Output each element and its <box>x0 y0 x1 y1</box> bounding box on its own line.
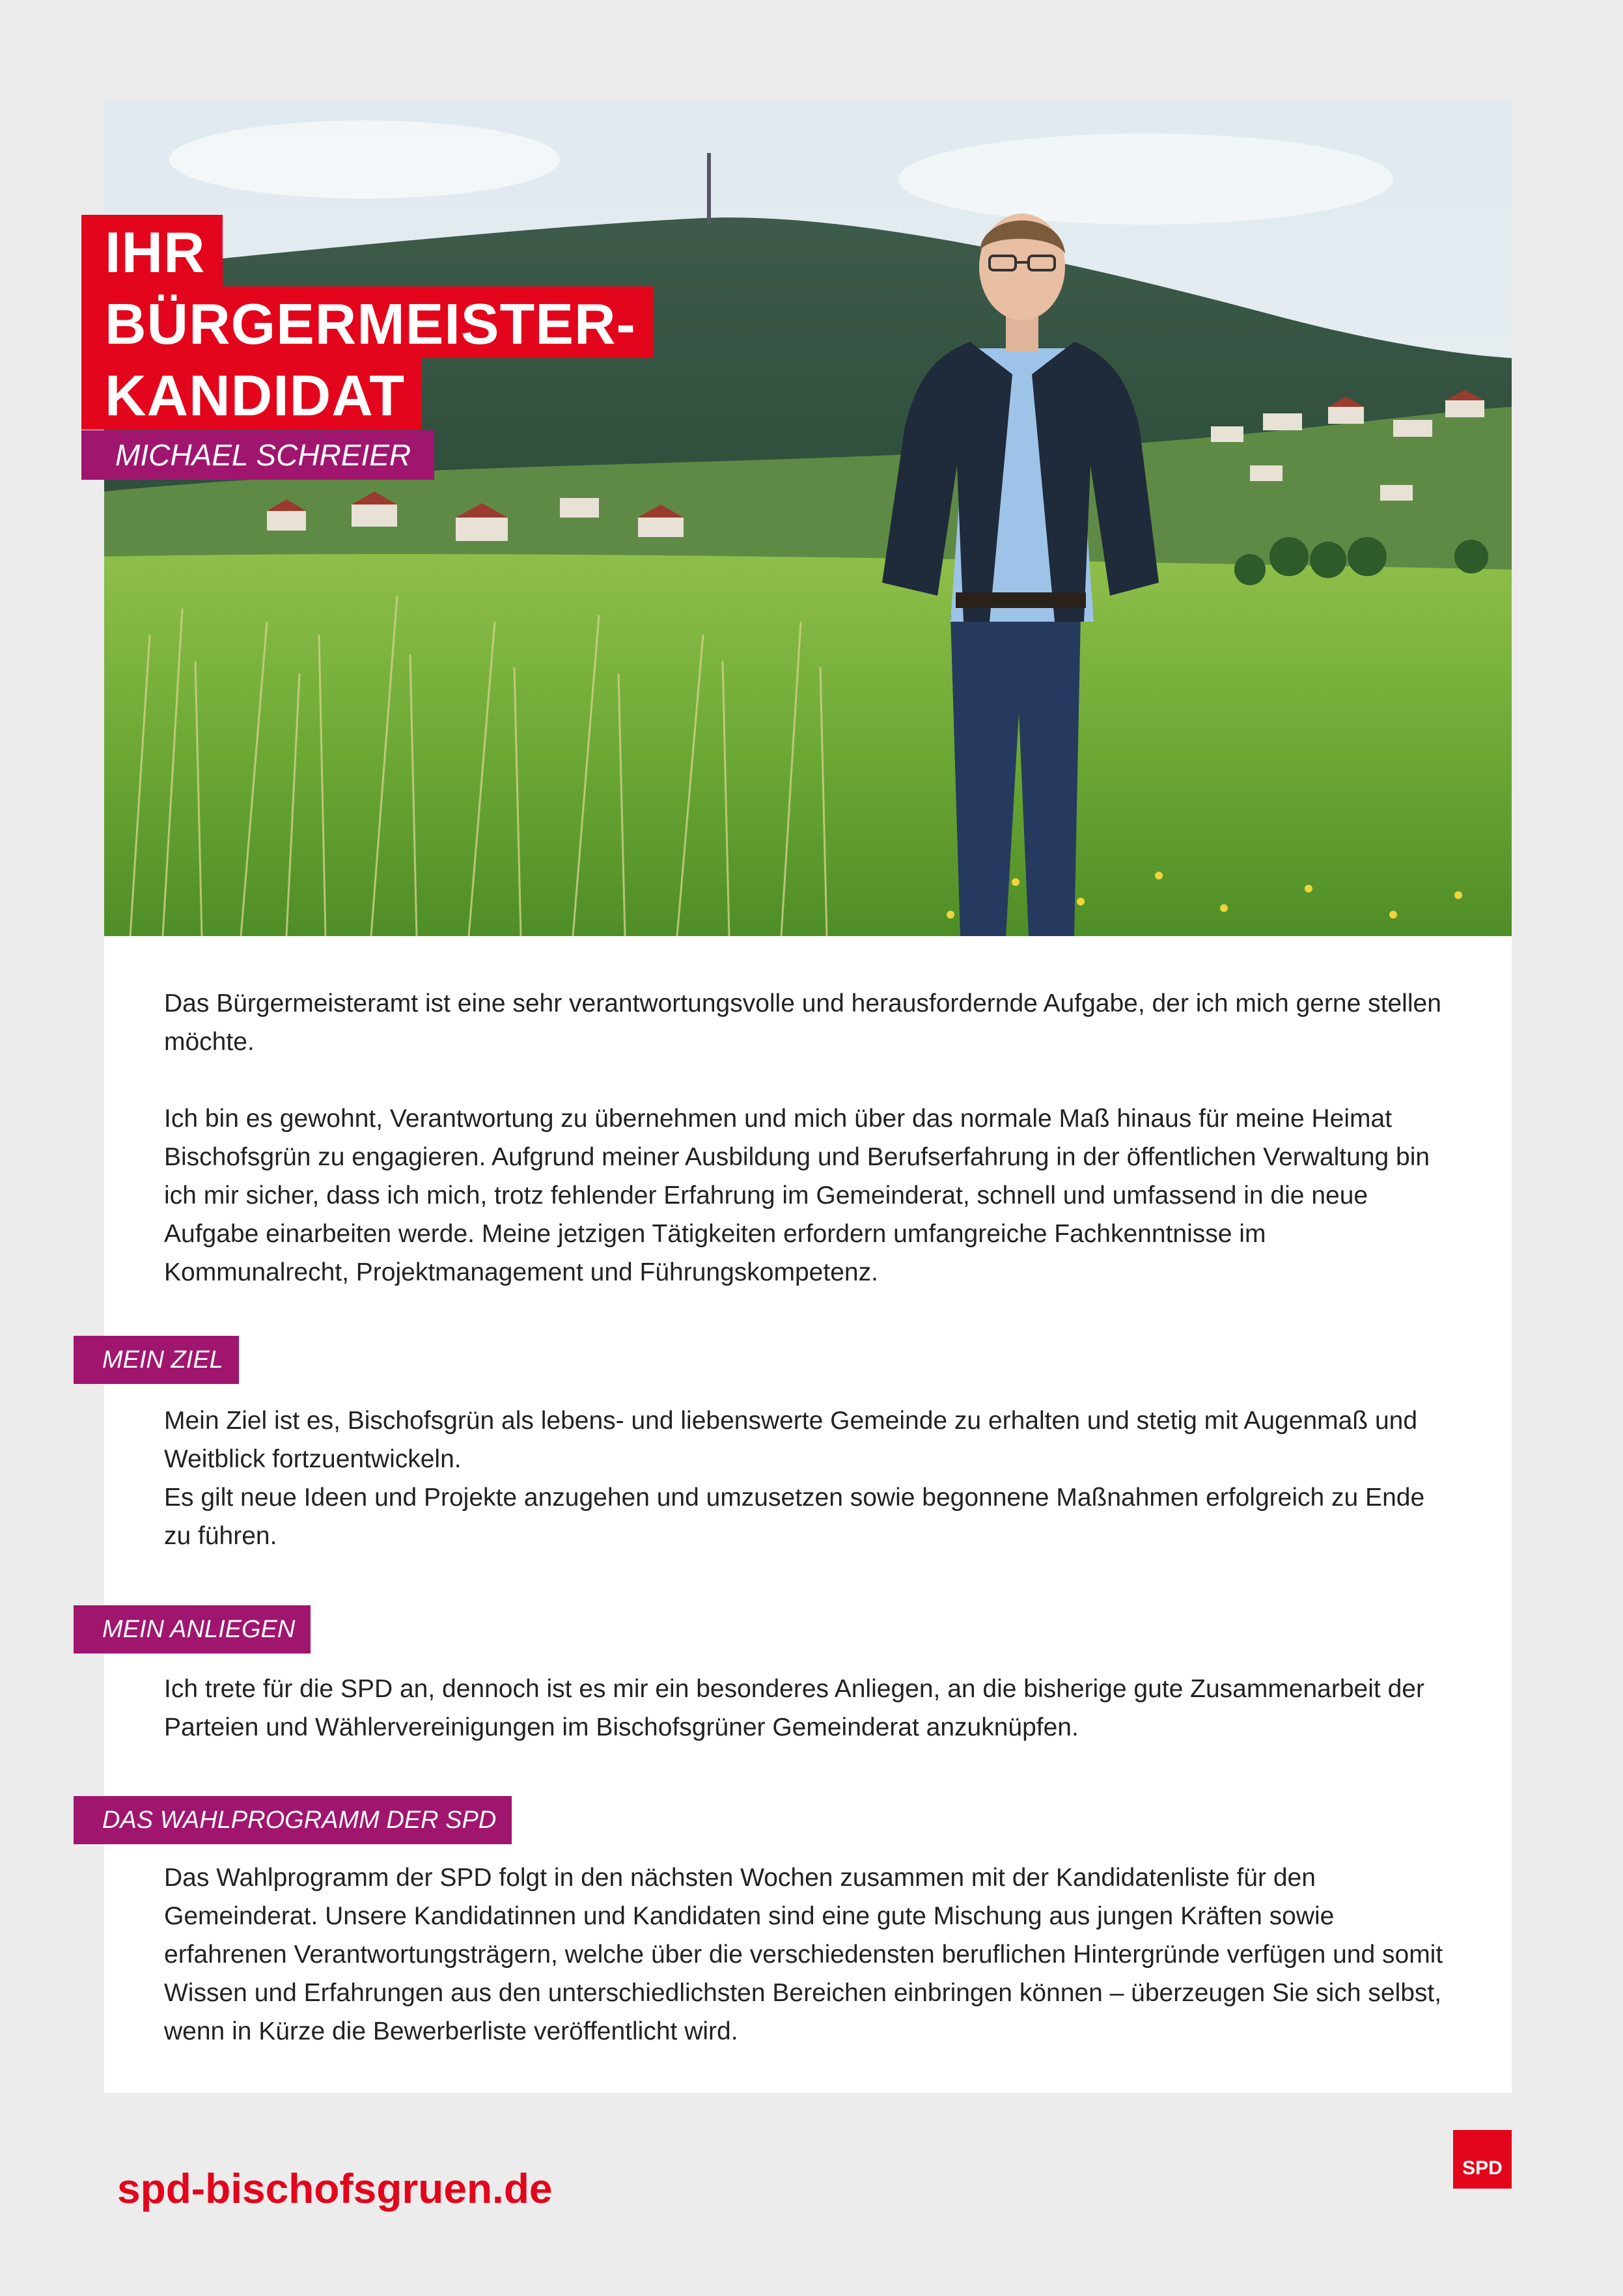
spd-logo-text: SPD <box>1462 2157 1503 2179</box>
candidate-photo <box>104 101 1512 936</box>
section-text-wahlprogramm <box>164 1859 1453 2051</box>
spd-logo <box>1453 2130 1512 2189</box>
headline-line-2: BÜRGERMEISTER- <box>81 286 653 358</box>
intro-paragraph-2: Ich bin es gewohnt, Verantwortung zu übernehmen und mich über das normale Maß hinaus für meine Heimat Bischofsgrün zu engagieren. Aufgrund meiner Ausbildung und Berufserfahrung in der öffentlichen Verwaltung bin ich mir sicher, dass ich mich, trotz fehlender Erfahrung im Gemeinderat, schnell und umfassend in die neue Aufgabe einarbeiten werde. Meine jetzigen Tätigkeiten erfordern umfangreiche Fachkenntnisse im Kommunalrecht, Projektmanagement und Führungskompetenz. <box>164 1105 1430 1286</box>
section-paragraph: Mein Ziel ist es, Bischofsgrün als lebens- und liebenswerte Gemeinde zu erhalten und stetig mit Augenmaß und Weitblick fortzuentwickeln. <box>164 1407 1418 1473</box>
flyer-card <box>104 101 1512 2093</box>
headline-line-1: IHR <box>81 215 223 286</box>
section-text-mein-ziel <box>164 1402 1453 1555</box>
section-paragraph: Ich trete für die SPD an, dennoch ist es mir ein besonderes Anliegen, an die bisherige gute Zusammenarbeit der Parteien und Wählervereinigungen im Bischofsgrüner Gemeinderat anzuknüpfen. <box>164 1675 1424 1741</box>
intro-paragraph-1: Das Bürgermeisteramt ist eine sehr verantwortungsvolle und herausfordernde Aufgabe, der ich mich gerne stellen möchte. <box>164 989 1441 1056</box>
section-label-wahlprogramm: DAS WAHLPROGRAMM DER SPD <box>74 1796 512 1844</box>
section-text-mein-anliegen <box>164 1670 1453 1747</box>
candidate-name: MICHAEL SCHREIER <box>81 430 434 480</box>
website-link[interactable]: spd-bischofsgruen.de <box>117 2165 553 2212</box>
section-label-mein-ziel: MEIN ZIEL <box>74 1336 239 1384</box>
section-paragraph: Es gilt neue Ideen und Projekte anzugehen und umzusetzen sowie begonnene Maßnahmen erfolgreich zu Ende zu führen. <box>164 1484 1425 1550</box>
headline-line-3: KANDIDAT <box>81 358 422 430</box>
section-label-mein-anliegen: MEIN ANLIEGEN <box>74 1605 311 1653</box>
section-paragraph: Das Wahlprogramm der SPD folgt in den nächsten Wochen zusammen mit der Kandidatenliste für den Gemeinderat. Unsere Kandidatinnen und Kandidaten sind eine gute Mischung aus jungen Kräften sowie erfahrenen Verantwortungsträgern, welche über die verschiedensten beruflichen Hintergründe verfügen und somit Wissen und Erfahrungen aus den unterschiedlichsten Bereichen einbringen können – überzeugen Sie sich selbst, wenn in Kürze die Bewerberliste veröffentlicht wird. <box>164 1864 1443 2045</box>
intro-text <box>164 984 1453 1292</box>
